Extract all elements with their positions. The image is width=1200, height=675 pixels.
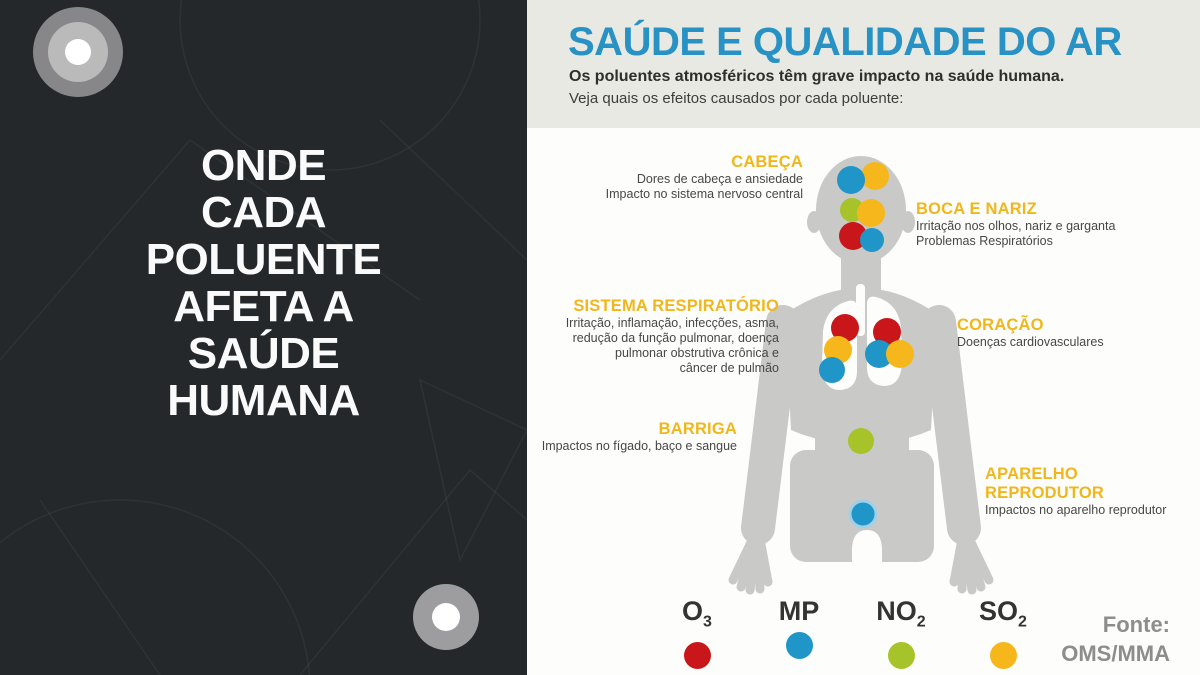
slide-headline xyxy=(0,142,527,424)
legend-dot-mp xyxy=(786,632,813,659)
section-coracao-text: Doenças cardiovasculares xyxy=(957,335,1104,349)
section-coracao xyxy=(957,316,1177,350)
marker-pulmao-MP xyxy=(819,357,845,383)
headline-line: HUMANA xyxy=(167,376,360,425)
section-cabeca-title: CABEÇA xyxy=(731,153,803,171)
headline-line: ONDE xyxy=(200,141,327,190)
headline-line: POLUENTE xyxy=(145,235,382,284)
section-barriga-title: BARRIGA xyxy=(658,420,737,438)
legend-label-o3: $O_3$ xyxy=(682,596,712,631)
legend-label-mp: MP xyxy=(778,596,820,626)
infographic-title: SAÚDE E QUALIDADE DO AR xyxy=(568,20,1122,64)
section-sistema-respiratorio-title: SISTEMA RESPIRATÓRIO xyxy=(573,297,779,315)
infographic-subtitle: Veja quais os efeitos causados por cada poluente: xyxy=(569,90,904,107)
legend-dot-no2 xyxy=(888,642,915,669)
headline-line: CADA xyxy=(200,188,327,237)
section-aparelho-reprodutor-text: Impactos no aparelho reprodutor xyxy=(985,503,1167,517)
marker-boca-nariz-MP xyxy=(860,228,884,252)
legend-dot-o3 xyxy=(684,642,711,669)
source-credit-line: Fonte: xyxy=(1102,612,1170,637)
legend-label-so2: $SO_2$ xyxy=(979,596,1027,631)
section-sistema-respiratorio xyxy=(539,297,779,376)
infographic-panel xyxy=(527,0,1200,675)
legend-item-o3 xyxy=(657,596,737,669)
source-credit-line: OMS/MMA xyxy=(1061,641,1170,666)
legend-item-mp xyxy=(759,596,839,669)
decorative-circle-top-inner xyxy=(65,39,91,65)
pollutant-legend xyxy=(657,596,1043,669)
infographic-subtitle-bold: Os poluentes atmosféricos têm grave impacto na saúde humana. xyxy=(569,68,1065,85)
legend-item-so2 xyxy=(963,596,1043,669)
section-boca-nariz-title: BOCA E NARIZ xyxy=(916,200,1037,218)
section-sistema-respiratorio-text: Irritação, inflamação, infecções, asma, xyxy=(565,316,779,330)
headline-line: AFETA A xyxy=(173,282,354,331)
section-cabeca-text: Impacto no sistema nervoso central xyxy=(605,187,803,201)
section-cabeca xyxy=(543,153,803,202)
marker-cabeca-MP xyxy=(837,166,865,194)
headline-line: SAÚDE xyxy=(187,329,340,378)
marker-barriga-NO2 xyxy=(848,428,874,454)
section-barriga xyxy=(537,420,737,454)
source-credit xyxy=(1061,610,1170,668)
section-sistema-respiratorio-text: pulmonar obstrutiva crônica e xyxy=(615,346,779,360)
section-aparelho-reprodutor xyxy=(985,465,1195,518)
marker-aparelho-reprodutor-MP xyxy=(850,501,876,527)
section-sistema-respiratorio-text: redução da função pulmonar, doença xyxy=(572,331,779,345)
marker-coracao-SO2 xyxy=(886,340,914,368)
marker-boca-nariz-SO2 xyxy=(857,199,885,227)
legend-label-no2: $NO_2$ xyxy=(876,596,926,631)
section-boca-nariz-text: Problemas Respiratórios xyxy=(916,234,1053,248)
decorative-circle-bottom-inner xyxy=(432,603,460,631)
section-coracao-title: CORAÇÃO xyxy=(957,316,1044,334)
section-sistema-respiratorio-text: câncer de pulmão xyxy=(679,361,779,375)
legend-item-no2 xyxy=(861,596,941,669)
section-boca-nariz-text: Irritação nos olhos, nariz e garganta xyxy=(916,219,1116,233)
legend-dot-so2 xyxy=(990,642,1017,669)
left-panel xyxy=(0,0,527,675)
section-cabeca-text: Dores de cabeça e ansiedade xyxy=(636,172,803,186)
section-boca-nariz xyxy=(916,200,1176,249)
section-barriga-text: Impactos no fígado, baço e sangue xyxy=(541,439,737,453)
section-aparelho-reprodutor-title: APARELHO REPRODUTOR xyxy=(985,465,1105,502)
marker-cabeca-SO2 xyxy=(861,162,889,190)
